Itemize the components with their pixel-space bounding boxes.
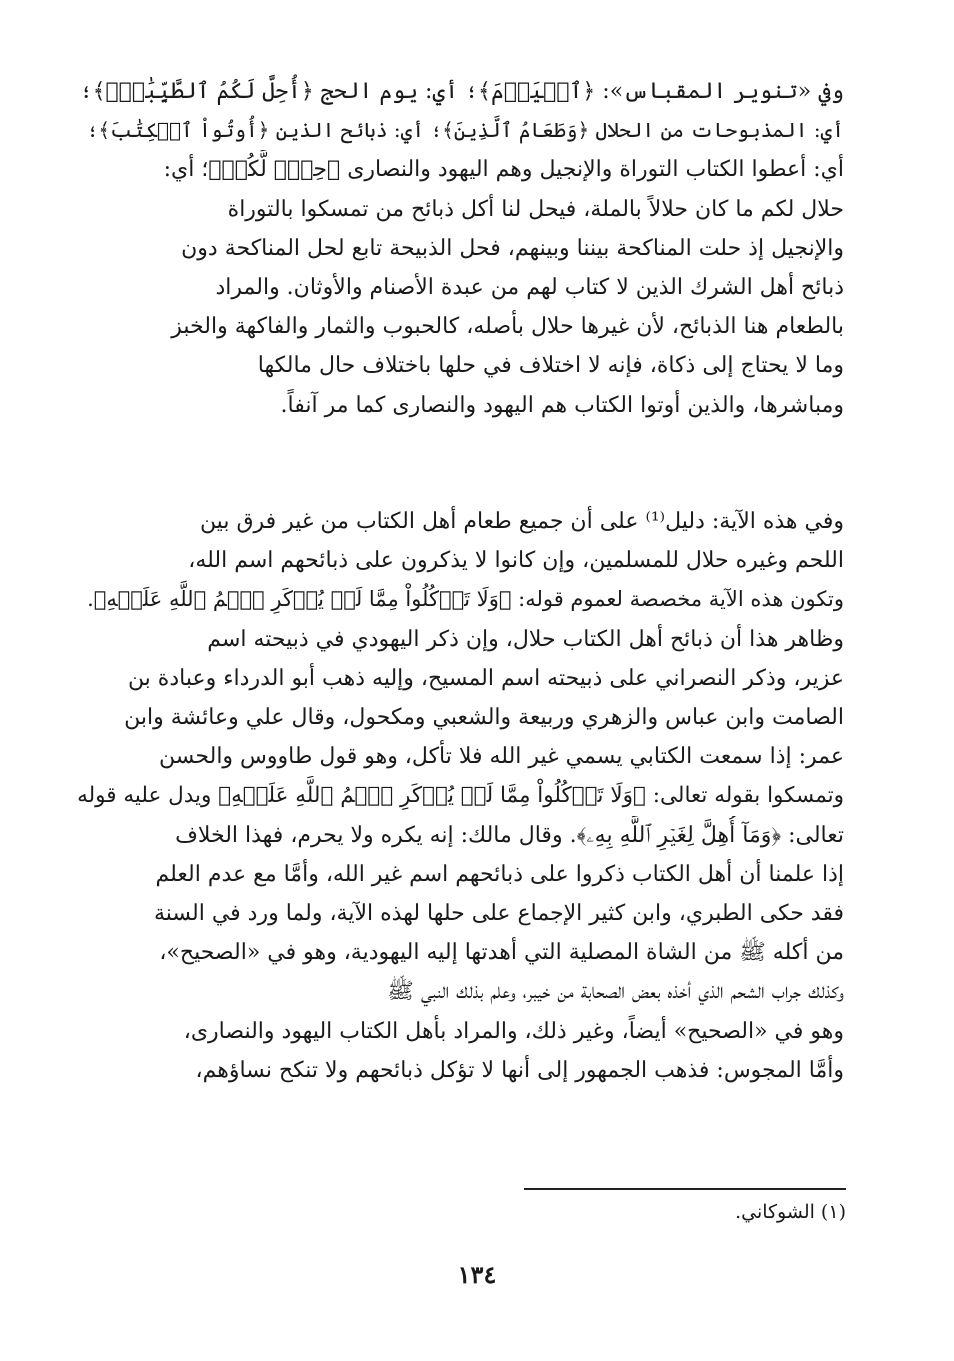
text-line: وفي هذه الآية: دليل⁽¹⁾ على أن جميع طعام أهل الكتاب من غير فرق بين: [199, 509, 844, 534]
footnote: (١) الشوكاني.: [735, 1201, 846, 1223]
text-line: اللحم وغيره حلال للمسلمين، وإن كانوا لا يذكرون على ذبائحهم اسم الله،: [188, 548, 844, 574]
paragraph-1: [74, 72, 844, 425]
text-line: وتكون هذه الآية مخصصة لعموم قوله: ﴿وَلَا تَأۡكُلُواْ مِمَّا لَمۡ يُذۡكَرِ ٱسۡمُ ٱللَّهِ عَلَيۡهِ﴾.: [87, 587, 844, 612]
text-line: وفي «تنوير المقباس»: ﴿ٱلۡيَوۡمَ﴾؛ أي: يوم الحج ﴿أُحِلَّ لَكُمُ ٱلطَّيِّبَٰتُۖ﴾؛: [79, 79, 844, 104]
text-line: تعالى: ﴿وَمَآ أُهِلَّ لِغَيۡرِ ٱللَّهِ بِهِۦ﴾. وقال مالك: إنه يكره ولا يحرم، فهذا الخلاف: [175, 822, 844, 848]
text-line: وظاهر هذا أن ذبائح أهل الكتاب حلال، وإن ذكر اليهودي في ذبيحته اسم: [207, 626, 844, 652]
text-line: حلال لكم ما كان حلالاً بالملة، فيحل لنا أكل ذبائح من تمسكوا بالتوراة: [227, 196, 844, 222]
text-line: أي: المذبوحات من الحلال ﴿وَطَعَامُ ٱلَّذِينَ﴾؛ أي: ذبائح الذين ﴿أُوتُواْ ٱلۡكِتَٰبَ﴾؛: [86, 118, 844, 143]
footnote-divider: [524, 1188, 846, 1190]
text-line: وما لا يحتاج إلى ذكاة، فإنه لا اختلاف في حلها باختلاف حال مالكها: [257, 353, 844, 379]
text-line: والإنجيل إذ حلت المناكحة بيننا وبينهم، فحل الذبيحة تابع لحل المناكحة دون: [181, 235, 844, 261]
text-line: عمر: إذا سمعت الكتابي يسمي غير الله فلا تأكل، وهو قول طاووس والحسن: [159, 744, 844, 770]
text-line: وهو في «الصحيح» أيضاً، وغير ذلك، والمراد بأهل الكتاب اليهود والنصارى،: [183, 1018, 844, 1044]
text-line: إذا علمنا أن أهل الكتاب ذكروا على ذبائحهم اسم غير الله، وأمَّا مع عدم العلم: [155, 861, 844, 887]
text-line: عزير، وذكر النصراني على ذبيحته اسم المسيح، وإليه ذهب أبو الدرداء وعبادة بن: [127, 665, 844, 691]
text-line: أي: أعطوا الكتاب التوراة والإنجيل وهم اليهود والنصارى ﴿حِلّٞ لَّكُمۡ﴾؛ أي:: [163, 157, 844, 183]
text-line: وأمَّا المجوس: فذهب الجمهور إلى أنها لا تؤكل ذبائحهم ولا تنكح نساؤهم،: [195, 1057, 844, 1083]
text-line: بالطعام هنا الذبائح، لأن غيرها حلال بأصله، كالحبوب والثمار والفاكهة والخبز: [171, 314, 844, 340]
text-line: ومباشرها، والذين أوتوا الكتاب هم اليهود والنصارى كما مر آنفاً.: [280, 392, 844, 418]
text-line: من أكله ﷺ من الشاة المصلية التي أهدتها إليه اليهودية، وهو في «الصحيح»،: [159, 940, 844, 966]
text-line: وتمسكوا بقوله تعالى: ﴿وَلَا تَأۡكُلُواْ مِمَّا لَمۡ يُذۡكَرِ ٱسۡمُ ٱللَّهِ عَلَيۡهِ﴾ ويدل عليه قوله: [77, 783, 844, 809]
text-line: وكذلك جراب الشحم الذي أخذه بعض الصحابة من خيبر، وعلم بذلك النبي ﷺ: [387, 979, 844, 1005]
text-line: ذبائح أهل الشرك الذين لا كتاب لهم من عبدة الأصنام والأوثان. والمراد: [215, 275, 844, 301]
paragraph-2: [74, 502, 844, 1090]
text-line: فقد حكى الطبري، وابن كثير الإجماع على حلها لهذه الآية، ولما ورد في السنة: [153, 901, 844, 927]
page-number: ١٣٤: [457, 1260, 497, 1289]
text-line: الصامت وابن عباس والزهري وربيعة والشعبي ومكحول، وقال علي وعائشة وابن: [124, 705, 844, 731]
